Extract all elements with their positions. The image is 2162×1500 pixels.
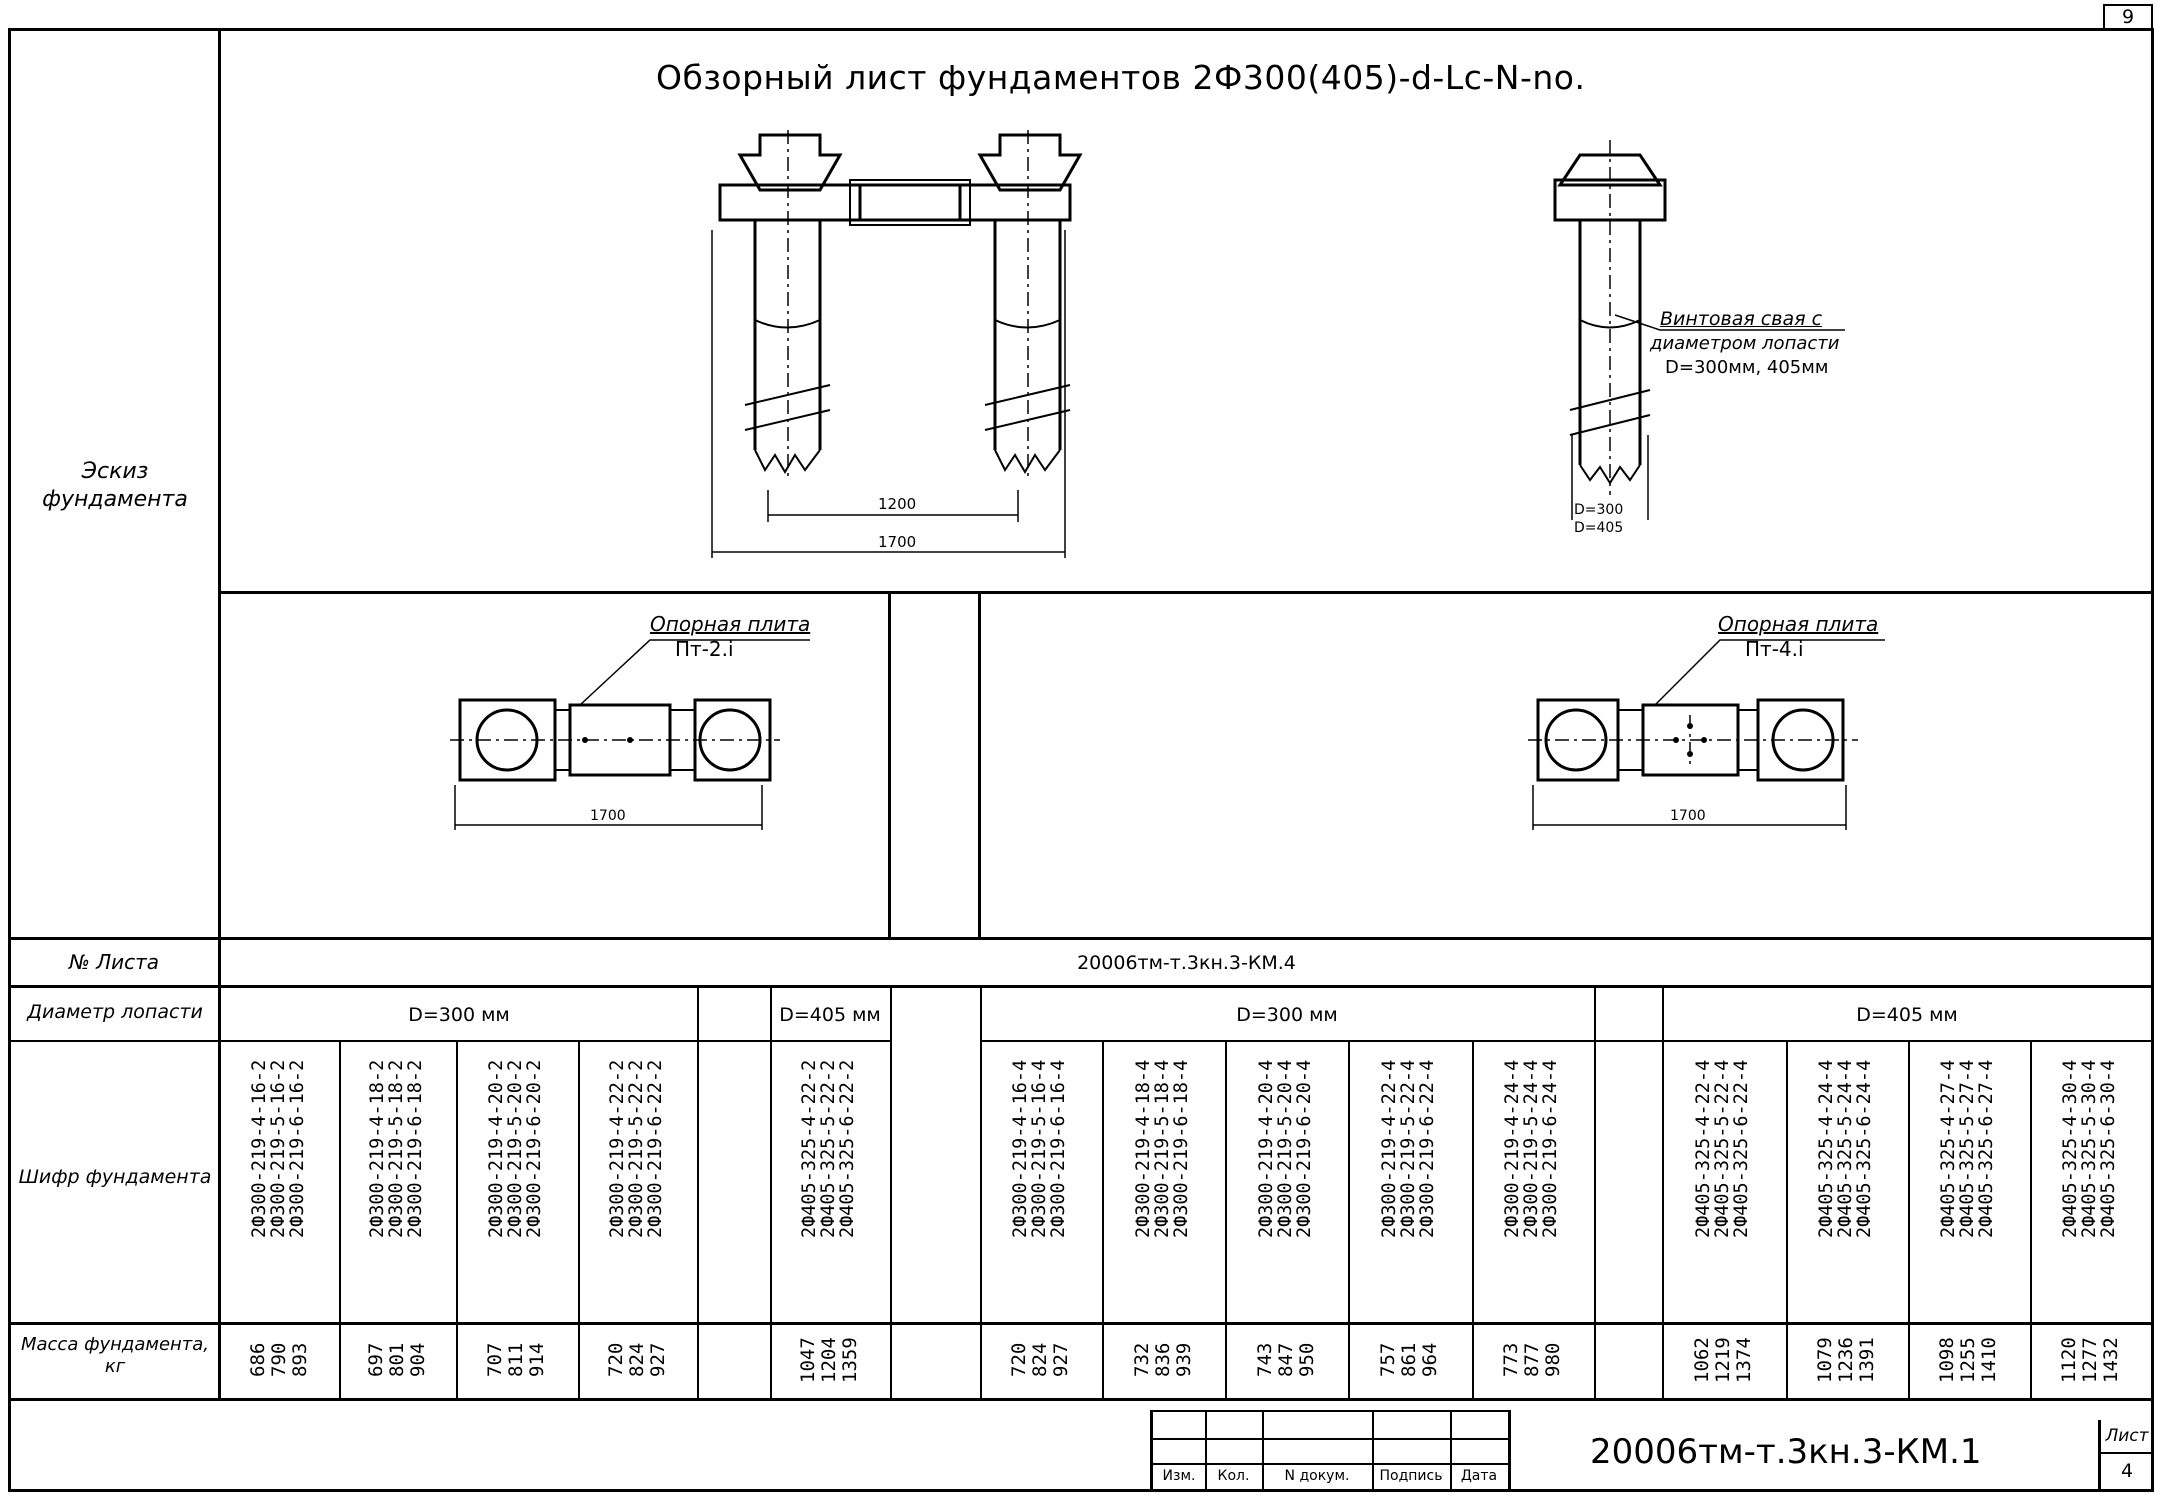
table-column-divider [339, 1042, 341, 1400]
foundation-mass-cell: 1062 1219 1374 [1691, 1337, 1755, 1383]
foundation-code-cell: 2Ф300-219-4-18-4 2Ф300-219-5-18-4 2Ф300-219-6-18-4 [1132, 1060, 1192, 1239]
corner-sheet-box [2103, 4, 2153, 30]
diameter-group-4: D=405 мм [1856, 1004, 1958, 1026]
plan-1-callout-title: Опорная плита [650, 612, 811, 636]
foundation-mass-cell: 1079 1236 1391 [1814, 1337, 1878, 1383]
titleblock-sheet-rule [2098, 1452, 2154, 1454]
corner-sheet-number: 9 [2121, 6, 2135, 28]
front-dim-1200: 1200 [878, 495, 917, 513]
titleblock-code-left [1508, 1410, 1511, 1492]
sheetno-bottom-rule [10, 985, 2152, 988]
plan-divider-left [888, 593, 891, 939]
table-column-divider [1472, 1042, 1474, 1400]
foundation-mass-cell: 686 790 893 [247, 1342, 311, 1378]
titleblock-header: Изм. [1162, 1468, 1196, 1484]
table-column-divider [1225, 1042, 1227, 1400]
sketch-title: Обзорный лист фундаментов 2Ф300(405)-d-Lc-N-nо. [656, 58, 1586, 97]
diameter-group-1: D=300 мм [408, 1004, 510, 1026]
plan-bottom-rule [10, 937, 2152, 940]
plan-2-callout-title: Опорная плита [1718, 612, 1879, 636]
foundation-code-cell: 2Ф405-325-4-22-4 2Ф405-325-5-22-4 2Ф405-325-6-22-4 [1693, 1060, 1752, 1239]
plan-1-callout-mark: Пт-2.i [675, 637, 734, 661]
diameter-bottom-rule-1 [10, 1040, 890, 1042]
table-column-divider [770, 987, 772, 1400]
diameter-group-2: D=405 мм [779, 1004, 881, 1026]
foundation-mass-cell: 1120 1277 1432 [2058, 1337, 2122, 1383]
table-column-divider [980, 987, 982, 1400]
foundation-code-cell: 2Ф300-219-4-18-2 2Ф300-219-5-18-2 2Ф300-219-6-18-2 [366, 1060, 426, 1239]
table-column-divider [1908, 1042, 1910, 1400]
titleblock-header: Дата [1460, 1468, 1498, 1484]
sheet-no-value: 20006тм-т.3кн.3-КМ.4 [1077, 952, 1296, 974]
foundation-code-cell: 2Ф405-325-4-24-4 2Ф405-325-5-24-4 2Ф405-325-6-24-4 [1816, 1060, 1875, 1239]
code-label: Шифр фундамента [18, 1166, 212, 1188]
side-callout-line-2: диаметром лопасти [1650, 333, 1840, 354]
table-column-divider [1662, 987, 1664, 1400]
mass-label: Масса фундамента, кг [20, 1334, 210, 1377]
foundation-code-cell: 2Ф405-325-4-27-4 2Ф405-325-5-27-4 2Ф405-325-6-27-4 [1938, 1060, 1997, 1239]
foundation-mass-cell: 720 824 927 [604, 1342, 669, 1378]
foundation-code-cell: 2Ф300-219-4-24-4 2Ф300-219-5-24-4 2Ф300-219-6-24-4 [1502, 1060, 1561, 1239]
plan-2-dim: 1700 [1670, 808, 1706, 824]
table-column-divider [456, 1042, 458, 1400]
foundation-code-cell: 2Ф405-325-4-30-4 2Ф405-325-5-30-4 2Ф405-325-6-30-4 [2060, 1060, 2119, 1239]
foundation-mass-cell: 720 824 927 [1008, 1342, 1072, 1378]
sheet-label: Лист [2105, 1426, 2149, 1446]
foundation-code-cell: 2Ф300-219-4-16-2 2Ф300-219-5-16-2 2Ф300-219-6-16-2 [249, 1060, 308, 1239]
foundation-mass-cell: 1047 1204 1359 [797, 1337, 861, 1383]
sketch-row-label: Эскиз фундамента [42, 459, 188, 512]
table-column-divider [1786, 1042, 1788, 1400]
foundation-mass-cell: 743 847 950 [1253, 1342, 1318, 1378]
blade-diameter-label: Диаметр лопасти [27, 1001, 203, 1023]
diameter-group-3: D=300 мм [1236, 1004, 1338, 1026]
titleblock-row-rule-1 [1150, 1438, 1510, 1440]
table-column-divider [1102, 1042, 1104, 1400]
foundation-mass-cell: 697 801 904 [364, 1342, 429, 1378]
plan-1-dim: 1700 [590, 808, 626, 824]
table-column-divider [1594, 987, 1596, 1400]
side-dim-405: D=405 [1574, 520, 1624, 536]
foundation-code-cell: 2Ф300-219-4-22-4 2Ф300-219-5-22-4 2Ф300-219-6-22-4 [1379, 1060, 1438, 1239]
sheet-number: 4 [2120, 1460, 2134, 1482]
front-dim-1700: 1700 [878, 533, 917, 551]
table-column-divider [890, 987, 892, 1400]
titleblock-header: Подпись [1379, 1468, 1443, 1484]
foundation-code-cell: 2Ф300-219-4-20-4 2Ф300-219-5-20-4 2Ф300-219-6-20-4 [1255, 1060, 1315, 1239]
titleblock-top-rule [1150, 1410, 1510, 1412]
sketch-bottom-rule [218, 591, 2152, 594]
sheet-no-label: № Листа [68, 950, 160, 974]
table-column-divider [697, 987, 699, 1400]
left-column-divider [218, 30, 221, 1400]
foundation-code-cell: 2Ф300-219-4-16-4 2Ф300-219-5-16-4 2Ф300-219-6-16-4 [1010, 1060, 1069, 1239]
table-bottom-rule [10, 1398, 2152, 1401]
foundation-code-cell: 2Ф405-325-4-22-2 2Ф405-325-5-22-2 2Ф405-325-6-22-2 [799, 1060, 858, 1239]
side-callout-line-3: D=300мм, 405мм [1665, 357, 1829, 378]
table-column-divider [1348, 1042, 1350, 1400]
code-bottom-rule [10, 1322, 2152, 1325]
titleblock-row-rule-2 [1150, 1463, 1510, 1465]
table-column-divider [578, 1042, 580, 1400]
plan-divider-right [978, 593, 981, 939]
foundation-mass-cell: 757 861 964 [1377, 1342, 1441, 1378]
titleblock-header: N докум. [1284, 1468, 1350, 1484]
foundation-mass-cell: 732 836 939 [1130, 1342, 1195, 1378]
foundation-mass-cell: 773 877 980 [1500, 1342, 1564, 1378]
side-dim-300: D=300 [1574, 502, 1624, 518]
foundation-code-cell: 2Ф300-219-4-22-2 2Ф300-219-5-22-2 2Ф300-219-6-22-2 [606, 1060, 666, 1239]
table-column-divider [2030, 1042, 2032, 1400]
document-code: 20006тм-т.3кн.3-КМ.1 [1590, 1432, 1982, 1472]
foundation-mass-cell: 707 811 914 [484, 1342, 548, 1378]
foundation-code-cell: 2Ф300-219-4-20-2 2Ф300-219-5-20-2 2Ф300-219-6-20-2 [486, 1060, 545, 1239]
titleblock-header: Кол. [1217, 1468, 1250, 1484]
diameter-bottom-rule-2 [980, 1040, 2152, 1042]
foundation-mass-cell: 1098 1255 1410 [1936, 1337, 2000, 1383]
plan-2-callout-mark: Пт-4.i [1745, 637, 1804, 661]
side-callout-line-1: Винтовая свая с [1660, 308, 1823, 330]
